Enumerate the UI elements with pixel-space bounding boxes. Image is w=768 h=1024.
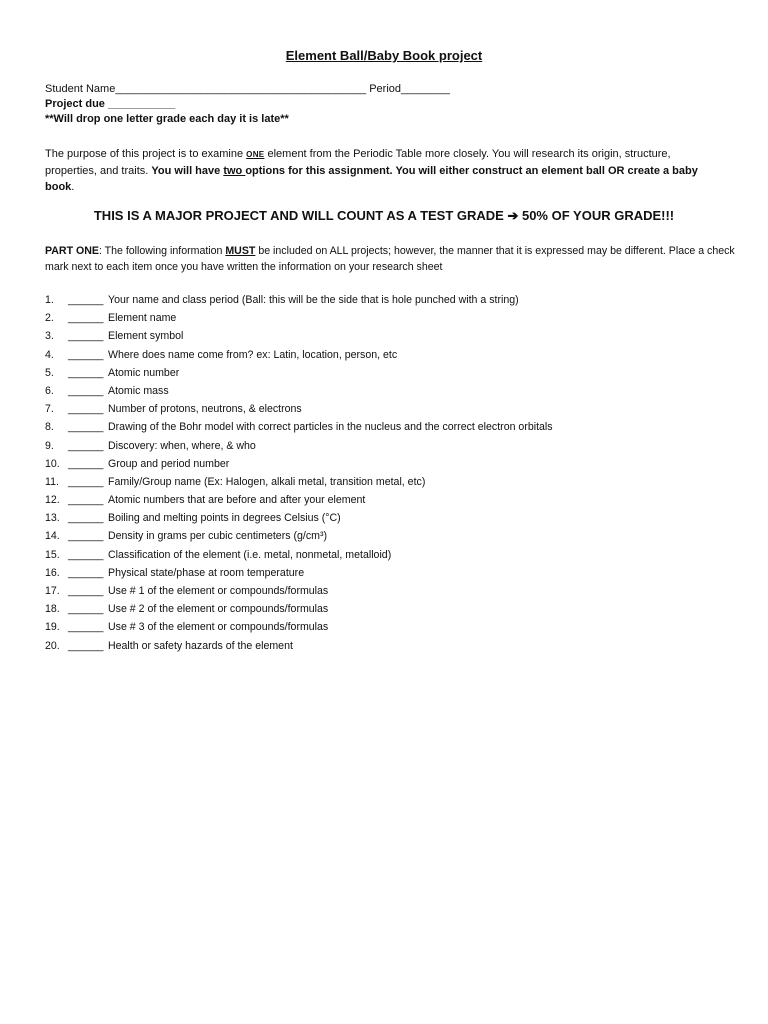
item-text: Health or safety hazards of the element — [108, 639, 293, 652]
item-number: 6. — [45, 384, 54, 397]
part-one-instructions — [45, 243, 735, 275]
check-blank: ______ — [68, 621, 104, 634]
item-text: Boiling and melting points in degrees Celsius (°C) — [108, 512, 341, 525]
part-one-text-1: : The following information — [98, 245, 226, 257]
item-number: 20. — [45, 639, 60, 652]
item-text: Drawing of the Bohr model with correct particles in the nucleus and the correct electron orbitals — [108, 421, 553, 434]
item-number: 8. — [45, 421, 54, 434]
item-number: 7. — [45, 403, 54, 416]
check-blank: ______ — [68, 603, 104, 616]
item-number: 1. — [45, 294, 54, 306]
item-text: Element symbol — [108, 330, 184, 343]
checklist-item — [45, 310, 745, 328]
item-text: Where does name come from? ex: Latin, location, person, etc — [108, 348, 398, 361]
check-blank: ______ — [68, 494, 104, 507]
item-number: 9. — [45, 439, 54, 452]
check-blank: ______ — [68, 439, 104, 452]
item-text: Atomic mass — [108, 384, 169, 397]
check-blank: ______ — [68, 639, 104, 652]
item-number: 5. — [45, 366, 54, 379]
requirements-checklist — [45, 292, 745, 656]
item-number: 15. — [45, 548, 60, 561]
purpose-bold-2: options for this assignment. You will either construct an element ball OR create a baby book — [45, 165, 698, 193]
checklist-item — [45, 438, 745, 456]
check-blank: ______ — [68, 421, 104, 434]
item-text: Atomic number — [108, 366, 180, 379]
check-blank: ______ — [68, 512, 104, 525]
item-number: 11. — [45, 475, 59, 488]
item-text: Classification of the element (i.e. metal, nonmetal, metalloid) — [108, 548, 392, 561]
checklist-item — [45, 565, 745, 583]
student-name-period-line: Student Name_________________________________________ Period________ — [45, 83, 450, 95]
checklist-item — [45, 456, 745, 474]
checklist-item — [45, 383, 745, 401]
check-blank: ______ — [68, 457, 104, 470]
part-one-text-2: be included on ALL projects; however, the manner that it is expressed may be different. Place a check mark next to each item once you have written the information on your research sheet — [45, 245, 735, 273]
checklist-item — [45, 638, 745, 656]
checklist-item — [45, 292, 745, 310]
checklist-item — [45, 365, 745, 383]
item-number: 3. — [45, 330, 54, 343]
item-text: Physical state/phase at room temperature — [108, 566, 305, 579]
checklist-item — [45, 510, 745, 528]
check-blank: ______ — [68, 403, 104, 416]
item-text: Group and period number — [108, 457, 230, 470]
item-number: 14. — [45, 530, 60, 543]
check-blank: ______ — [68, 366, 104, 379]
checklist-item — [45, 419, 745, 437]
item-number: 18. — [45, 603, 60, 616]
page-title: Element Ball/Baby Book project — [285, 48, 483, 63]
purpose-paragraph — [45, 146, 725, 195]
check-blank: ______ — [68, 312, 104, 325]
item-number: 2. — [45, 312, 54, 325]
checklist-item — [45, 601, 745, 619]
checklist-item — [45, 547, 745, 565]
check-blank: ______ — [68, 294, 104, 306]
purpose-two-emphasis: two — [223, 165, 246, 177]
purpose-end: . — [71, 181, 75, 193]
item-text: Number of protons, neutrons, & electrons — [108, 403, 302, 416]
item-number: 12. — [45, 494, 60, 507]
check-blank: ______ — [68, 548, 104, 561]
checklist-item — [45, 347, 745, 365]
part-one-label: PART ONE — [45, 245, 99, 257]
check-blank: ______ — [68, 475, 104, 488]
checklist-item — [45, 492, 745, 510]
item-number: 13. — [45, 512, 60, 525]
item-text: Density in grams per cubic centimeters (g/cm³) — [108, 530, 327, 543]
item-number: 19. — [45, 621, 60, 634]
check-blank: ______ — [68, 330, 104, 343]
item-text: Atomic numbers that are before and after your element — [108, 494, 366, 507]
item-text: Family/Group name (Ex: Halogen, alkali metal, transition metal, etc) — [108, 475, 426, 488]
check-blank: ______ — [68, 348, 104, 361]
item-text: Discovery: when, where, & who — [108, 439, 256, 452]
late-notice: **Will drop one letter grade each day it is late** — [45, 113, 289, 125]
project-due-line: Project due ___________ — [45, 98, 176, 110]
item-number: 10. — [45, 457, 60, 470]
item-text: Use # 2 of the element or compounds/formulas — [108, 603, 329, 616]
check-blank: ______ — [68, 585, 104, 597]
item-number: 4. — [45, 348, 54, 361]
purpose-bold-1: You will have — [151, 165, 224, 177]
purpose-text-2: element from the Periodic Table more closely. You will research its origin, structure, properties, and traits. — [45, 148, 671, 177]
checklist-item — [45, 474, 745, 492]
item-text: Element name — [108, 312, 177, 325]
purpose-text-1: The purpose of this project is to examine — [45, 148, 247, 160]
item-text: Your name and class period (Ball: this will be the side that is hole punched with a string) — [108, 294, 519, 306]
item-text: Use # 3 of the element or compounds/formulas — [108, 621, 329, 634]
checklist-item — [45, 528, 745, 546]
checklist-item — [45, 583, 745, 601]
purpose-one-emphasis: ONE — [246, 150, 265, 159]
item-number: 17. — [45, 585, 60, 597]
check-blank: ______ — [68, 566, 104, 579]
checklist-item — [45, 619, 745, 637]
checklist-item — [45, 328, 745, 346]
checklist-item — [45, 401, 745, 419]
item-text: Use # 1 of the element or compounds/formulas — [108, 585, 329, 597]
major-project-notice: THIS IS A MAJOR PROJECT AND WILL COUNT AS A TEST GRADE ➔ 50% OF YOUR GRADE!!! — [93, 208, 675, 223]
check-blank: ______ — [68, 530, 104, 543]
item-number: 16. — [45, 566, 60, 579]
must-emphasis: MUST — [225, 245, 256, 257]
check-blank: ______ — [68, 384, 104, 397]
